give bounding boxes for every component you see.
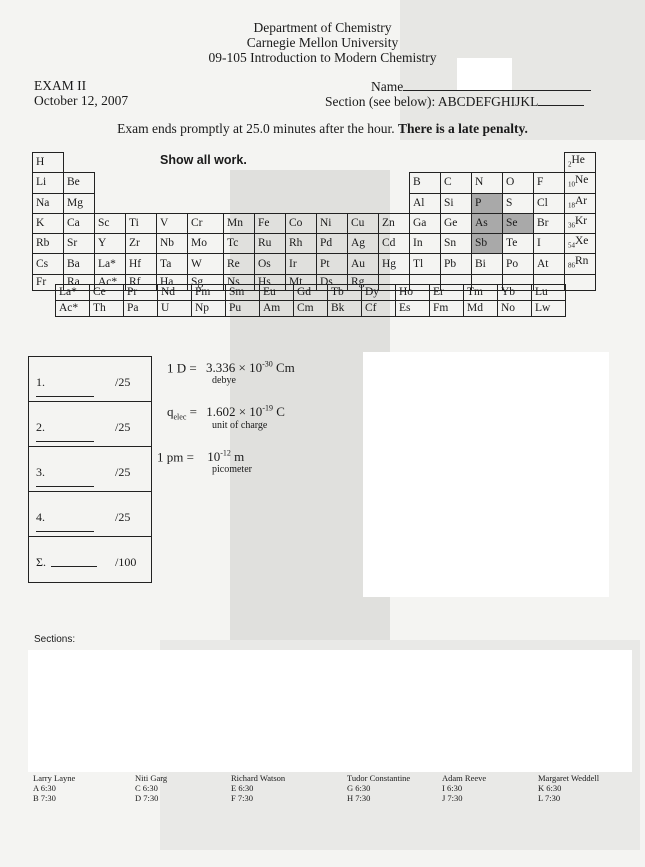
element-cell: $_{86}$Rn	[565, 254, 596, 274]
section-time: E 6:30	[231, 783, 254, 793]
constant-picometer	[157, 449, 244, 465]
actinide-cell: Bk	[328, 301, 362, 317]
element-cell: Au	[348, 254, 379, 274]
element-cell: Sr	[64, 234, 95, 254]
lanthanide-cell: Nd	[158, 285, 192, 301]
section-time: H 7:30	[347, 793, 371, 803]
element-cell: Mn	[224, 213, 255, 233]
element-cell: As	[472, 213, 503, 233]
lanthanide-cell: La*	[56, 285, 90, 301]
question-number: 3.	[36, 465, 45, 479]
element-cell: Cs	[33, 254, 64, 274]
empty-cell	[317, 153, 348, 173]
element-cell: Ca	[64, 213, 95, 233]
instructor-sections	[135, 773, 167, 803]
actinide-cell: Es	[396, 301, 430, 317]
empty-cell	[64, 153, 95, 173]
lanthanide-cell: Dy	[362, 285, 396, 301]
empty-cell	[503, 153, 534, 173]
empty-cell	[317, 193, 348, 213]
question-number: 4.	[36, 510, 45, 524]
lanthanide-cell: Pr	[124, 285, 158, 301]
lanthanide-cell: Eu	[260, 285, 294, 301]
redaction-box	[363, 352, 609, 597]
instructor-name: Niti Garg	[135, 773, 168, 783]
empty-cell	[379, 153, 410, 173]
section-blank[interactable]	[538, 93, 584, 106]
section-time: A 6:30	[33, 783, 56, 793]
element-cell: Y	[95, 234, 126, 254]
score-blank[interactable]	[36, 486, 94, 487]
notice-text: Exam ends promptly at 25.0 minutes after the hour.	[117, 121, 398, 136]
element-cell: Rf	[126, 274, 157, 290]
empty-cell	[348, 173, 379, 193]
element-cell: I	[534, 234, 565, 254]
actinide-cell: Th	[90, 301, 124, 317]
actinide-cell: Am	[260, 301, 294, 317]
element-cell: Sg	[188, 274, 224, 290]
lanthanide-cell: Pm	[192, 285, 226, 301]
actinide-cell: No	[498, 301, 532, 317]
empty-cell	[286, 193, 317, 213]
section-time: C 6:30	[135, 783, 158, 793]
element-cell: N	[472, 173, 503, 193]
element-cell: Be	[64, 173, 95, 193]
actinide-cell: Np	[192, 301, 226, 317]
question-max-score: /25	[115, 510, 131, 524]
lanthanide-cell: Tm	[464, 285, 498, 301]
debye-desc: debye	[212, 375, 236, 386]
element-cell: Ge	[441, 213, 472, 233]
element-cell: Nb	[157, 234, 188, 254]
element-cell: Rh	[286, 234, 317, 254]
pm-lhs: 1 pm =	[157, 449, 194, 465]
element-cell: Hg	[379, 254, 410, 274]
element-cell: Re	[224, 254, 255, 274]
section-time: G 6:30	[347, 783, 371, 793]
show-work-note: Show all work.	[160, 153, 247, 167]
element-cell: S	[503, 193, 534, 213]
actinide-cell: Ac*	[56, 301, 90, 317]
element-cell: Cr	[188, 213, 224, 233]
element-cell: Zr	[126, 234, 157, 254]
empty-cell	[126, 193, 157, 213]
element-cell: Fr	[33, 274, 64, 290]
empty-cell	[157, 193, 188, 213]
instructor-sections	[33, 773, 75, 803]
element-cell: Ns	[224, 274, 255, 290]
element-cell: Hf	[126, 254, 157, 274]
element-cell: Sn	[441, 234, 472, 254]
element-cell: Na	[33, 193, 64, 213]
empty-cell	[126, 153, 157, 173]
lanthanide-cell: Gd	[294, 285, 328, 301]
element-cell: Fe	[255, 213, 286, 233]
actinide-cell: Md	[464, 301, 498, 317]
element-cell: Si	[441, 193, 472, 213]
instructor-name: Larry Layne	[33, 773, 76, 783]
constant-debye	[167, 360, 295, 376]
section-field[interactable]	[325, 93, 584, 110]
element-cell: Ds	[317, 274, 348, 290]
element-cell: Cu	[348, 213, 379, 233]
empty-cell	[565, 274, 596, 290]
f-block-table	[55, 284, 566, 317]
name-blank[interactable]	[403, 78, 591, 91]
instructor-name: Margaret Weddell	[538, 773, 600, 783]
question-max-score: /100	[115, 555, 137, 569]
charge-value: $1.602 \times 10^{-19}$ C	[206, 404, 285, 420]
charge-lhs: $q_{elec}$ =	[167, 404, 197, 422]
lanthanide-cell: Ce	[90, 285, 124, 301]
element-cell: $_2$He	[565, 153, 596, 173]
element-cell: Ni	[317, 213, 348, 233]
instructor-name: Richard Watson	[231, 773, 286, 783]
lanthanide-cell: Sm	[226, 285, 260, 301]
actinide-cell: Fm	[430, 301, 464, 317]
question-max-score: /25	[115, 420, 131, 434]
element-cell: Ha	[157, 274, 188, 290]
element-cell: Cl	[534, 193, 565, 213]
lanthanide-cell: Tb	[328, 285, 362, 301]
section-time: L 7:30	[538, 793, 561, 803]
element-cell: Ir	[286, 254, 317, 274]
sections-label: Sections:	[34, 634, 76, 645]
lanthanide-cell: Ho	[396, 285, 430, 301]
empty-cell	[410, 153, 441, 173]
instructor-sections	[442, 773, 486, 803]
charge-desc: unit of charge	[212, 420, 268, 431]
element-cell: Sb	[472, 234, 503, 254]
score-row[interactable]	[29, 357, 151, 402]
element-cell: Os	[255, 254, 286, 274]
empty-cell	[126, 173, 157, 193]
element-cell: Hs	[255, 274, 286, 290]
element-cell: Ta	[157, 254, 188, 274]
element-cell: W	[188, 254, 224, 274]
element-cell: Tc	[224, 234, 255, 254]
element-cell: Se	[503, 213, 534, 233]
element-cell: O	[503, 173, 534, 193]
score-row[interactable]	[29, 537, 151, 581]
lanthanide-cell: Lu	[532, 285, 566, 301]
exam-date: October 12, 2007	[34, 93, 129, 108]
empty-cell	[534, 153, 565, 173]
empty-cell	[379, 173, 410, 193]
element-cell: F	[534, 173, 565, 193]
empty-cell	[286, 153, 317, 173]
university-title: Carnegie Mellon University	[246, 35, 399, 50]
element-cell: Pd	[317, 234, 348, 254]
element-cell: Tl	[410, 254, 441, 274]
element-cell: Li	[33, 173, 64, 193]
instructor-name: Adam Reeve	[442, 773, 487, 783]
empty-cell	[188, 173, 224, 193]
section-time: F 7:30	[231, 793, 253, 803]
score-blank[interactable]	[36, 396, 94, 397]
empty-cell	[379, 193, 410, 213]
lanthanide-cell: Er	[430, 285, 464, 301]
element-cell: Ra	[64, 274, 95, 290]
element-cell: Ba	[64, 254, 95, 274]
department-title: Department of Chemistry	[253, 20, 392, 35]
element-cell: H	[33, 153, 64, 173]
name-label: Name	[371, 79, 404, 94]
empty-cell	[224, 193, 255, 213]
element-cell: Br	[534, 213, 565, 233]
empty-cell	[441, 153, 472, 173]
section-time: I 6:30	[442, 783, 463, 793]
element-cell: $_{36}$Kr	[565, 213, 596, 233]
element-cell: Pb	[441, 254, 472, 274]
element-cell: Al	[410, 193, 441, 213]
element-cell: Mt	[286, 274, 317, 290]
actinide-cell: Lw	[532, 301, 566, 317]
actinide-cell: U	[158, 301, 192, 317]
element-cell: Po	[503, 254, 534, 274]
element-cell: V	[157, 213, 188, 233]
element-cell: Ga	[410, 213, 441, 233]
actinide-cell: Pu	[226, 301, 260, 317]
empty-cell	[255, 173, 286, 193]
course-title: 09-105 Introduction to Modern Chemistry	[208, 50, 437, 65]
element-cell: Zn	[379, 213, 410, 233]
instructor-sections	[538, 773, 599, 803]
element-cell: Mg	[64, 193, 95, 213]
empty-cell	[95, 193, 126, 213]
element-cell: P	[472, 193, 503, 213]
exam-title: EXAM II	[34, 78, 87, 93]
question-max-score: /25	[115, 375, 131, 389]
element-cell: Ti	[126, 213, 157, 233]
element-cell: $_{54}$Xe	[565, 234, 596, 254]
score-blank[interactable]	[36, 441, 94, 442]
periodic-table	[32, 152, 596, 291]
element-cell: Sc	[95, 213, 126, 233]
element-cell: Co	[286, 213, 317, 233]
element-cell: In	[410, 234, 441, 254]
section-time: J 7:30	[442, 793, 463, 803]
element-cell: Cd	[379, 234, 410, 254]
element-cell: Ru	[255, 234, 286, 254]
debye-lhs: 1 D =	[167, 360, 197, 376]
empty-cell	[188, 193, 224, 213]
score-row[interactable]	[29, 447, 151, 492]
element-cell: B	[410, 173, 441, 193]
element-cell: Rb	[33, 234, 64, 254]
element-cell: $_{18}$Ar	[565, 193, 596, 213]
exam-notice	[0, 121, 645, 137]
element-cell: Ag	[348, 234, 379, 254]
element-cell: Te	[503, 234, 534, 254]
empty-cell	[224, 173, 255, 193]
element-cell: Ac*	[95, 274, 126, 290]
empty-cell	[472, 153, 503, 173]
instructor-sections	[231, 773, 285, 803]
score-box	[28, 356, 152, 583]
score-blank[interactable]	[51, 566, 97, 567]
score-row[interactable]	[29, 492, 151, 537]
element-cell: C	[441, 173, 472, 193]
lanthanide-cell: Yb	[498, 285, 532, 301]
score-blank[interactable]	[36, 531, 94, 532]
element-cell: At	[534, 254, 565, 274]
empty-cell	[157, 173, 188, 193]
empty-cell	[255, 193, 286, 213]
element-cell: Mo	[188, 234, 224, 254]
question-number: 2.	[36, 420, 45, 434]
empty-cell	[286, 173, 317, 193]
score-row[interactable]	[29, 402, 151, 447]
late-penalty-text: There is a late penalty.	[397, 121, 528, 136]
actinide-cell: Cm	[294, 301, 328, 317]
redaction-box	[28, 650, 632, 772]
element-cell: Rg	[348, 274, 379, 290]
empty-cell	[348, 193, 379, 213]
element-cell: $_{10}$Ne	[565, 173, 596, 193]
question-max-score: /25	[115, 465, 131, 479]
empty-cell	[95, 173, 126, 193]
element-cell: K	[33, 213, 64, 233]
section-time: K 6:30	[538, 783, 562, 793]
question-number: Σ.	[36, 555, 46, 569]
section-time: B 7:30	[33, 793, 56, 803]
debye-value: $3.336 \times 10^{-30}$ Cm	[205, 360, 295, 376]
empty-cell	[95, 153, 126, 173]
element-cell: Bi	[472, 254, 503, 274]
element-cell: Pt	[317, 254, 348, 274]
empty-cell	[348, 153, 379, 173]
instructor-name: Tudor Constantine	[347, 773, 411, 783]
section-time: D 7:30	[135, 793, 159, 803]
empty-cell	[255, 153, 286, 173]
actinide-cell: Pa	[124, 301, 158, 317]
section-label: Section (see below): ABCDEFGHIJKL	[325, 94, 539, 109]
instructor-sections	[347, 773, 410, 803]
pm-desc: picometer	[212, 464, 252, 475]
actinide-cell: Cf	[362, 301, 396, 317]
element-cell: La*	[95, 254, 126, 274]
empty-cell	[317, 173, 348, 193]
pm-value: $10^{-12}$ m	[207, 449, 245, 465]
question-number: 1.	[36, 375, 45, 389]
